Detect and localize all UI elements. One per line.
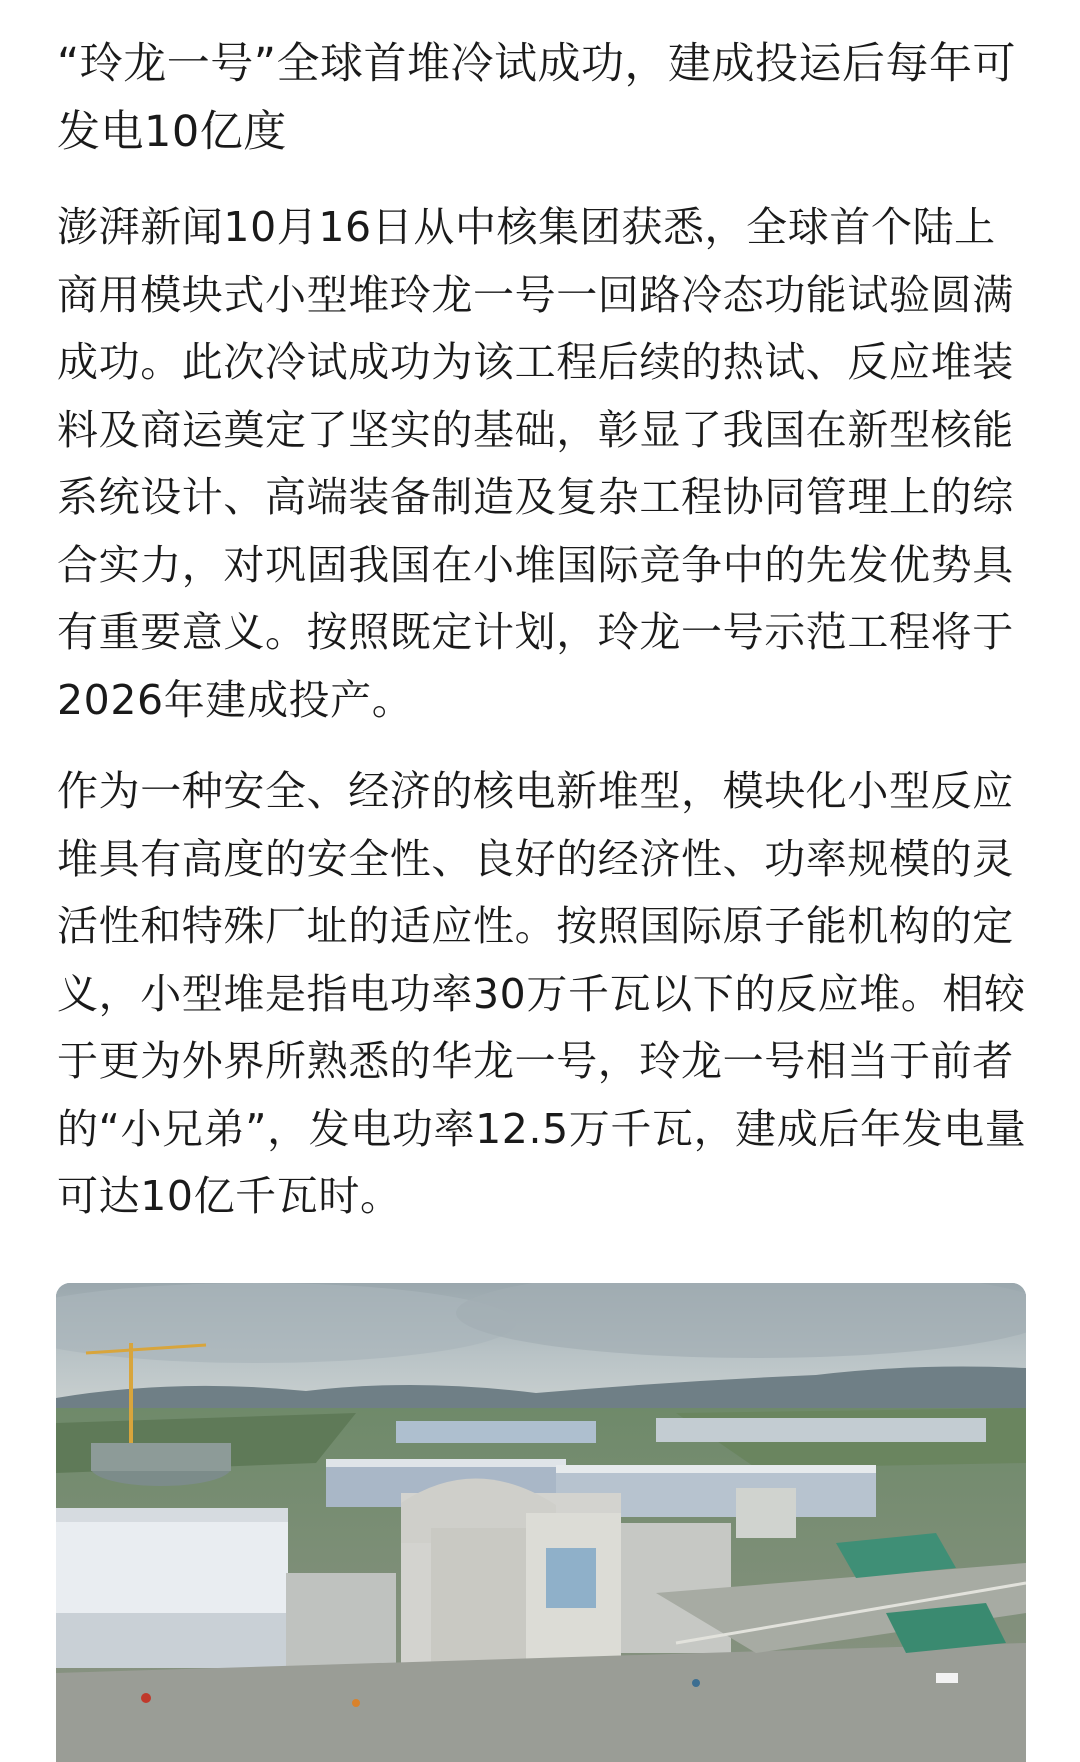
article-paragraph-2: 作为一种安全、经济的核电新堆型，模块化小型反应堆具有高度的安全性、良好的经济性、功率规模的灵活性和特殊厂址的适应性。按照国际原子能机构的定义，小型堆是指电功率30万千瓦以下的反应堆。相较于更为外界所熟悉的华龙一号，玲龙一号相当于前者的“小兄弟”，发电功率12.5万千瓦，建成后年发电量可达10亿千瓦时。 — [57, 767, 1027, 1220]
construction-site-illustration — [56, 1283, 1026, 1762]
article-title: “玲龙一号”全球首堆冷试成功，建成投运后每年可发电10亿度 — [57, 39, 1017, 157]
article-photo[interactable] — [56, 1283, 1026, 1762]
article — [57, 30, 1027, 1255]
article-paragraph-1: 澎湃新闻10月16日从中核集团获悉，全球首个陆上商用模块式小型堆玲龙一号一回路冷态功能试验圆满成功。此次冷试成功为该工程后续的热试、反应堆装料及商运奠定了坚实的基础，彰显了我国在新型核能系统设计、高端装备制造及复杂工程协同管理上的综合实力，对巩固我国在小堆国际竞争中的先发优势具有重要意义。按照既定计划，玲龙一号示范工程将于2026年建成投产。 — [57, 203, 1014, 724]
